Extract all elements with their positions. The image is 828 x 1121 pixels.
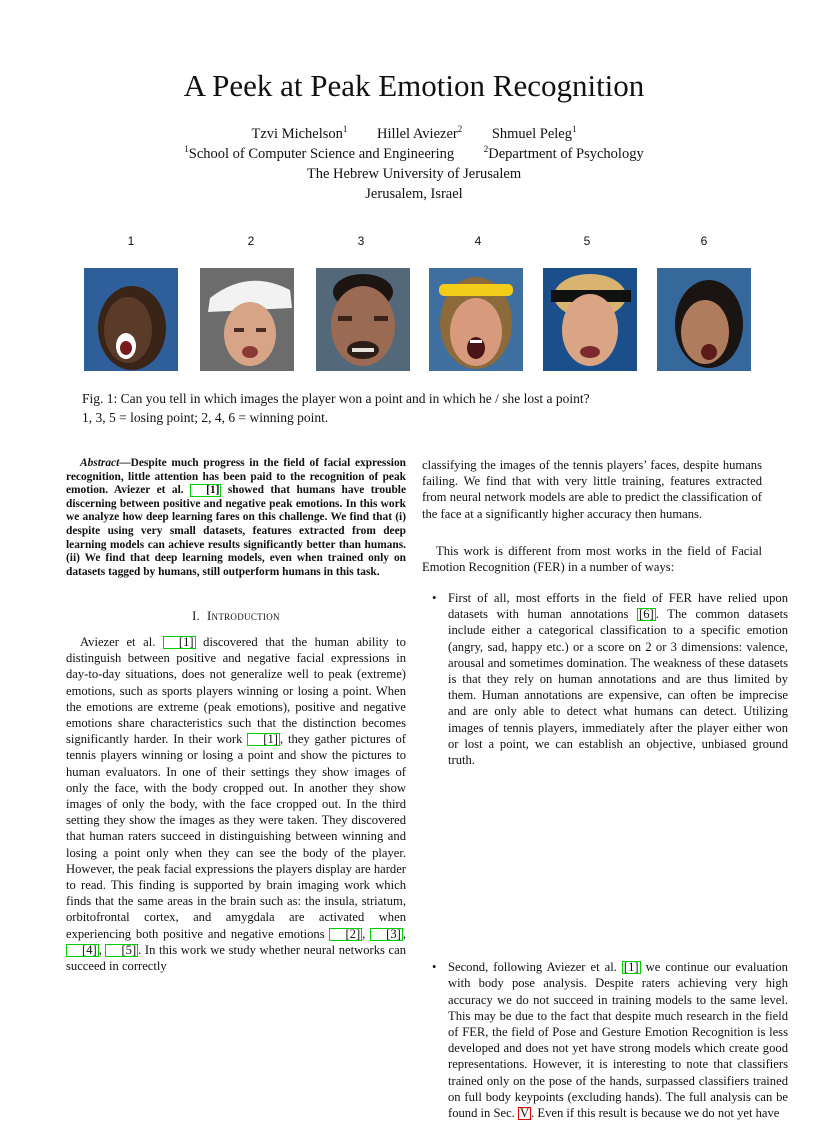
face-image-4 (429, 268, 523, 371)
affiliations: $^1$School of Computer Science and Engineering $^2$Department of Psychology (184, 144, 644, 162)
figure-label-5: 5 (583, 234, 591, 248)
citation-link[interactable]: [1] (247, 733, 280, 746)
citation-link[interactable]: [1] (163, 636, 196, 649)
citation-link[interactable]: [1] (623, 960, 639, 975)
bullet-item-2: • Second, following Aviezer et al. [1] we continue our evaluation with body pose analysis. Despite raters achieving very high accuracy we do not succeed in training models to the same level. This may be due to the fact that despite much research in the field of FER, the field of Pose and Gesture Emotion Recognition is less developed and does not yet have strong models which create good representations. However, it is interesting to note that classifiers trained only on the pose of the hands, surpassed classifiers trained on full body keypoints (excluding hands). The full analysis can be found in Sec. V . Even if this result is because we do not yet have (422, 959, 788, 1121)
author-3: Shmuel Peleg (491, 126, 572, 142)
face-image-3 (316, 268, 410, 371)
bullet-item-1: • First of all, most efforts in the field of FER have relied upon datasets with human annotations [6] . The common datasets include either a categorical classification to a specific emotion (angry, sad, happy etc.) or a score on 2 or 3 dimensions: valence, arousal and sometimes domination. The weakness of these datasets is that they rely on human annotations and are thus limited by them. Human annotations are expensive, can often be imprecise and are only able to detect what humans can detect. Utilizing images of tennis players, immediately after the player either won or lost a point, we can establish an objective, unbiased ground truth. (422, 590, 788, 768)
author-1: Tzvi Michelson (251, 126, 343, 142)
face-image-1 (84, 268, 178, 371)
figure-caption: Fig. 1: Can you tell in which images the player won a point and in which he / she lost a point? 1, 3, 5 = losing point; 2, 4, 6 = winning point. (82, 391, 590, 425)
affiliation-2: Department of Psychology (488, 146, 644, 162)
abstract: Abstract—Despite much progress in the field of facial expression recognition, little attention has been paid to the recognition of peak emotion. Aviezer et al. [1] showed that humans have trouble discerning between positive and negative peak emotions. In this work we analyze how deep learning fares on this challenge. We find that (i) despite using very small datasets, features extracted from deep learning models can achieve results significantly better than humans. (ii) We find that deep learning models, even when trained only on datasets tagged by humans, still outperform humans in this task. (66, 457, 406, 578)
figure-label-1: 1 (127, 234, 135, 248)
right-paragraph-1: classifying the images of the tennis players’ faces, despite humans failing. We find that with very little training, features extracted from neural network models are able to predict the classification of the face at a significantly higher accuracy then humans. (422, 458, 762, 521)
author-names: Tzvi Michelson$^1$ Hillel Aviezer$^2$ Shmuel Peleg$^1$ (251, 124, 577, 142)
face-image-2 (200, 268, 294, 371)
face-image-5 (543, 268, 637, 371)
city: Jerusalem, Israel (365, 186, 463, 202)
citation-link[interactable]: [3] (370, 928, 403, 941)
abstract-label: Abstract (80, 457, 120, 469)
citation-link[interactable]: [2] (329, 928, 362, 941)
citation-link[interactable]: [6] (639, 607, 654, 622)
figure-label-4: 4 (474, 234, 482, 248)
citation-link[interactable]: [5] (105, 944, 138, 957)
face-image-6 (657, 268, 751, 371)
intro-paragraph: Aviezer et al. [1] discovered that the human ability to distinguish between positive and negative facial expressions in day-to-day situations, does not generalize well to peak (extreme) emotions, such as sports players winning or losing a point. When the emotions are extreme (peak emotions), positive and negative emotions share characteristics such that the distinction becomes significantly harder. In their work [1] , they gather pictures of tennis players winning or losing a point and show the pictures to human evaluators. In one of their settings they show images of only the face, with the body cropped out. In another they show images of only the body, with the face cropped out. In the third setting they show the images as they were taken. They discovered that human raters succeed in distinguishing between winning and losing a point only when they can see the body of the player. However, the peak facial expressions the players display are harder to read. This finding is supported by brain imaging work which finds that the same areas in the brain such as: the insula, striatum, orbitofrontal cortex, and amygdala are activated when experiencing both positive and negative emotions [2] , [3] , [4] , [5] . In this work we study whether neural networks can succeed in correctly (66, 635, 407, 974)
citation-link[interactable]: [4] (66, 944, 99, 957)
paper-title: A Peek at Peak Emotion Recognition (183, 68, 645, 103)
affiliation-1: School of Computer Science and Engineering (188, 146, 455, 162)
section-heading: I. Introduction (192, 609, 280, 623)
author-block (0, 124, 828, 204)
figure-label-3: 3 (357, 234, 365, 248)
section-ref-link[interactable]: V (519, 1106, 530, 1121)
author-2: Hillel Aviezer (377, 126, 458, 142)
figure-label-2: 2 (247, 234, 255, 248)
citation-link[interactable]: [1] (190, 484, 221, 497)
university: The Hebrew University of Jerusalem (306, 166, 522, 182)
right-paragraph-2: This work is different from most works in the field of Facial Emotion Recognition (FER) in a number of ways: (422, 544, 762, 575)
figure-label-6: 6 (700, 234, 708, 248)
